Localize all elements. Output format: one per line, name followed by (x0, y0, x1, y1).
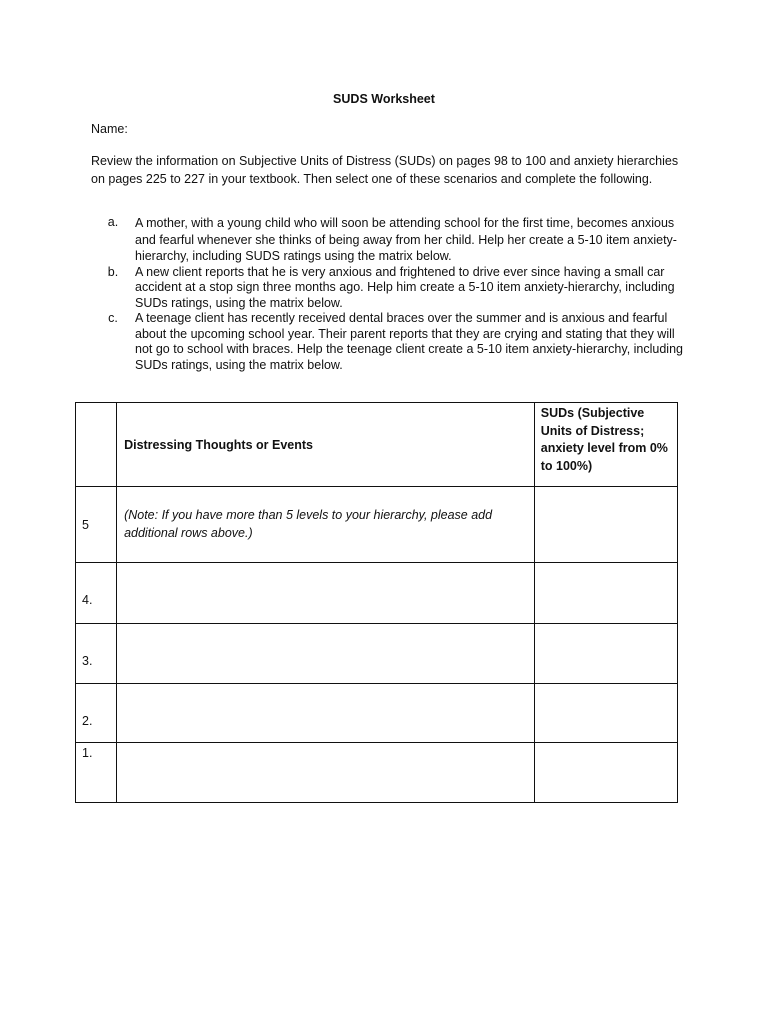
scenario-letter: a. (107, 215, 119, 229)
scenario-letter: b. (107, 264, 119, 279)
scenario-text: A new client reports that he is very anxious and frightened to drive ever since having a small car accident at a stop sign three months ago. Help him create a 5-10 item anxiety-hierarchy, including SUDs ratings, using the matrix below. (135, 264, 675, 310)
page-title: SUDS Worksheet (333, 92, 435, 106)
suds-cell[interactable] (534, 684, 677, 743)
scenario-letter: c. (108, 311, 118, 325)
suds-cell[interactable] (534, 624, 677, 684)
event-cell[interactable] (117, 684, 535, 743)
scenario-text: A mother, with a young child who will soon be attending school for the first time, becomes anxious and fearful whenever she thinks of being away from her child. Help her create a 5-10 item anxiety-hierarchy, including SUDS ratings using the matrix below. (135, 216, 677, 263)
scenario-item (91, 215, 686, 265)
table-row (76, 563, 678, 624)
scenario-list (91, 215, 686, 373)
header-suds: SUDs (Subjective Units of Distress; anxiety level from 0% to 100%) (534, 403, 677, 487)
table-row (76, 684, 678, 743)
table-row (76, 624, 678, 684)
table-header-row (76, 403, 678, 487)
suds-cell[interactable] (534, 743, 677, 803)
hierarchy-matrix (75, 402, 678, 803)
level-number: 4. (76, 563, 117, 624)
intro-paragraph: Review the information on Subjective Units of Distress (SUDs) on pages 98 to 100 and anxiety hierarchies on pages 225 to 227 in your textbook. Then select one of these scenarios and complete the following. (91, 154, 679, 186)
note-cell[interactable]: (Note: If you have more than 5 levels to your hierarchy, please add additional rows above.) (117, 487, 535, 563)
header-events: Distressing Thoughts or Events (117, 403, 535, 487)
scenario-text: A teenage client has recently received dental braces over the summer and is anxious and fearful about the upcoming school year. Their parent reports that they are crying and stating that they will not go to school with braces. Help the teenage client create a 5-10 item anxiety-hierarchy, including SUDs ratings, using the matrix below. (135, 311, 683, 372)
level-number: 3. (76, 624, 117, 684)
suds-cell[interactable] (534, 563, 677, 624)
level-number: 1. (76, 743, 117, 803)
scenario-item (91, 311, 686, 373)
level-number: 5 (76, 487, 117, 563)
table-row (76, 743, 678, 803)
event-cell[interactable] (117, 743, 535, 803)
event-cell[interactable] (117, 624, 535, 684)
event-cell[interactable] (117, 563, 535, 624)
suds-cell[interactable] (534, 487, 677, 563)
header-num-cell (76, 403, 117, 487)
name-label: Name: (91, 122, 128, 136)
scenario-item (91, 265, 686, 312)
level-number: 2. (76, 684, 117, 743)
table-row (76, 487, 678, 563)
